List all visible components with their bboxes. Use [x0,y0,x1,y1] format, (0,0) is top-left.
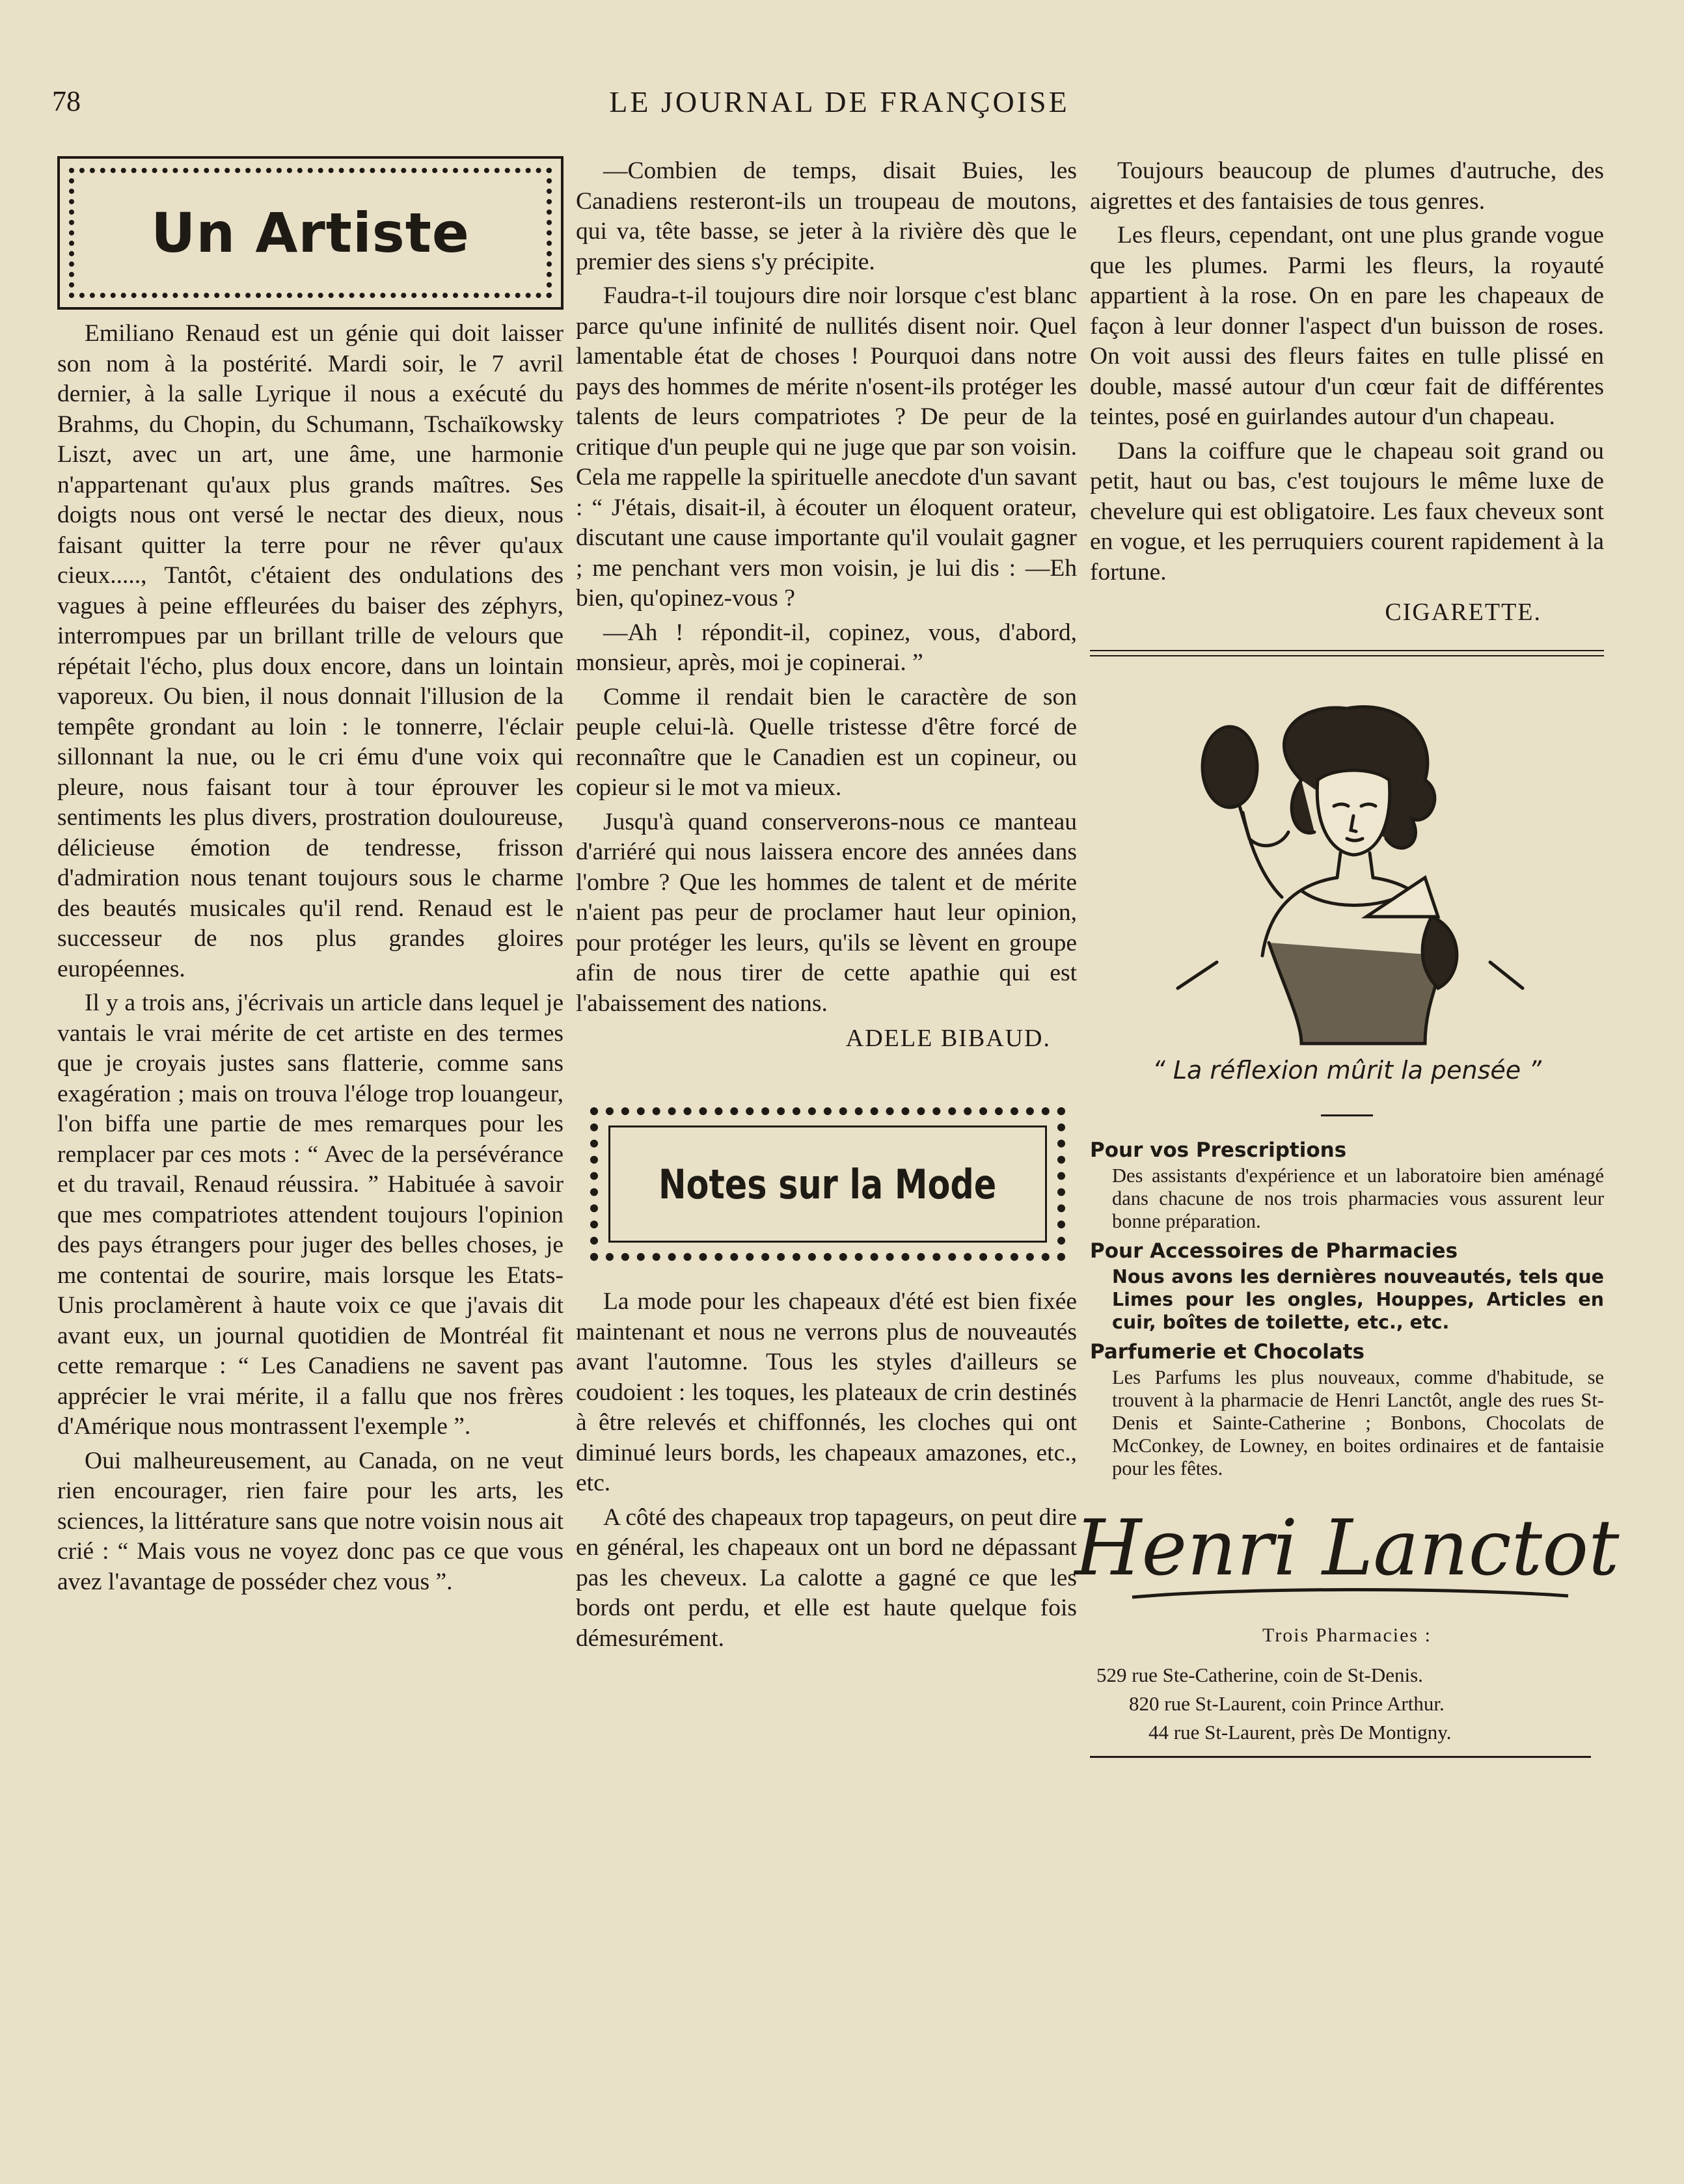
article-title-box [57,156,564,310]
author-signature: CIGARETTE. [1385,599,1541,626]
mode-title-box [590,1107,1065,1261]
article-paragraph: A côté des chapeaux trop tapageurs, on peut dire en général, les chapeaux ont un bord ne dépassant pas les cheveux. La calotte a gagné ce que les bords ont perdu, et elle est haute quelque fois démesurément. [576,1503,1077,1652]
column-1 [57,156,564,1601]
logo-script: Henri Lanctot [1074,1503,1620,1593]
article-paragraph: —Combien de temps, disait Buies, les Canadiens resteront-ils un troupeau de moutons, qui va, tête basse, se jeter à la rivière dès que le premier des siens s'y précipite. [576,157,1077,275]
page-number: 78 [52,85,81,117]
article-paragraph: Comme il rendait bien le caractère de son peuple celui-là. Quelle tristesse d'être forcé de reconnaître que le Canadien est un copineur, ou copieur si le mot va mieux. [576,683,1077,801]
column-2 [576,156,1077,1658]
ad-text: Les Parfums les plus nouveaux, comme d'habitude, se trouvent à la pharmacie de Henri Lanctôt, angle des rues St-Denis et Sainte-Catherine ; Bonbons, Chocolats de McConkey, de Lowney, en boites ordinaires et de fantaisie pour les fêtes. [1112,1366,1604,1479]
mode-continued [1090,156,1604,587]
mode-article-title: Notes sur la Mode [659,1160,997,1208]
author-signature: ADELE BIBAUD. [845,1025,1051,1052]
address-list [1090,1661,1604,1747]
pharmacy-advertisement [1074,1139,1620,1758]
article-paragraph: Faudra-t-il toujours dire noir lorsque c'est blanc parce qu'une infinité de nullités disent noir. Quel lamentable état de choses ! Pourquoi dans notre pays des hommes de mérite n'osent-ils protéger les talents de leurs compatriotes ? De peur de la critique d'un peuple qui ne juge que par son voisin. Cela me rappelle la spirituelle anecdote d'un savant : “ J'étais, disait-il, à écouter un éloquent orateur, discutant une cause importante qu'il voulait gagner ; me penchant vers mon voisin, je lui dis : —Eh bien, qu'opinez-vous ? [576,282,1077,612]
article-paragraph: Oui malheureusement, au Canada, on ne veut rien encourager, rien faire pour les arts, les sciences, la littérature sans que notre voisin nous ait crié : “ Mais vous ne voyez donc pas ce que vous avez l'avantage de posséder chez vous ”. [57,1447,564,1595]
article-paragraph: Jusqu'à quand conserverons-nous ce manteau d'arriéré qui nous laissera encore des années dans l'ombre ? Que les hommes de talent et de mérite n'aient pas peur de proclamer haut leur opinion, pour protéger les leurs, qu'ils se lèvent en groupe afin de nous tirer de cette apathie qui est l'abaissement des nations. [576,808,1077,1017]
ad-text: Nous avons les dernières nouveautés, tels que Limes pour les ongles, Houppes, Articles en cuir, boîtes de toilette, etc., etc. [1112,1266,1604,1333]
henri-lanctot-logo [1074,1500,1620,1610]
address-line: 820 rue St-Laurent, coin Prince Arthur. [1129,1692,1445,1715]
address-line: 529 rue Ste-Catherine, coin de St-Denis. [1096,1664,1423,1686]
journal-title: LE JOURNAL DE FRANÇOISE [609,85,1070,118]
ad-text: Des assistants d'expérience et un laboratoire bien aménagé dans chacune de nos trois pharmacies vous assurent leur bonne préparation. [1112,1165,1604,1232]
article-paragraph: Il y a trois ans, j'écrivais un article dans lequel je vantais le vrai mérite de cet artiste en des termes que je croyais justes sans flatterie, comme sans exagération ; mais on trouva l'éloge trop louangeur, l'on biffa une partie de mes remarques pour les remplacer par ces mots : “ Avec de la persévérance et du travail, Renaud réussira. ” Habituée à savoir que mes compatriotes attendent toujours l'opinion des pays étrangers pour juger des belles choses, je me contentai de sourire, mais lorsque les Etats-Unis proclamèrent à haute voix ce que j'avais dit avant eux, un journal quotidien de Montréal fit cette remarque : “ Les Canadiens ne savent pas apprécier le vrai mérite, il a fallu que nos frères d'Amérique nous montrassent l'exemple ”. [57,990,564,1440]
article-paragraph: Emiliano Renaud est un génie qui doit laisser son nom à la postérité. Mardi soir, le 7 avril dernier, à la salle Lyrique il nous a exécuté du Brahms, du Chopin, du Schumann, Tschaïkowsky Liszt, avec un art, une âme, une harmonie n'appartenant qu'aux plus grands maîtres. Ses doigts nous ont versé le nectar des dieux, nous faisant quitter la terre pour ne rêver qu'aux cieux....., Tantôt, c'étaient des ondulations des vagues à peine effleurées du baiser des zéphyrs, interrompues par un brillant trille de velours que répétait l'écho, plus doux encore, dans un lointain vaporeux. Ou bien, il nous donnait l'illusion de la tempête grondant au loin : le tonnerre, l'éclair sillonnant la nue, ou le cri ému d'une voix qui pleure, nous faisant tour à tour éprouver les sentiments les plus divers, prostration douloureuse, délicieuse émotion de tendresse, frisson d'admiration nous tenant toujours sous le charme des beautés musicales qu'il rend. Renaud est le successeur de nos plus grandes gloires européennes. [57,320,564,982]
article-paragraph: La mode pour les chapeaux d'été est bien fixée maintenant et nous ne verrons plus de nouveautés avant l'automne. Tous les styles d'ailleurs se coudoient : les toques, les plateaux de crin destinés à être relevés et chiffonnés, les cloches qui ont diminué leurs bords, les chapeaux amazones, etc., etc. [576,1288,1077,1496]
address-line: 44 rue St-Laurent, près De Montigny. [1148,1721,1452,1744]
ad-heading: Parfumerie et Chocolats [1090,1340,1365,1364]
ad-heading: Pour Accessoires de Pharmacies [1090,1239,1458,1263]
pharmacies-title: Trois Pharmacies : [1262,1625,1432,1646]
section-divider [1090,650,1604,656]
article-paragraph: Toujours beaucoup de plumes d'autruche, des aigrettes et des fantaisies de tous genres. [1090,157,1604,215]
article-title: Un Artiste [151,201,470,265]
illustration-caption: “ La réflexion mûrit la pensée ” [1152,1056,1541,1085]
ad-bottom-rule [1090,1756,1591,1758]
mode-title-frame [608,1126,1047,1243]
woman-with-mirror-illustration [1152,682,1542,1047]
column-3 [1074,156,1620,1758]
article-paragraph: Les fleurs, cependant, ont une plus grande vogue que les plumes. Parmi les fleurs, la royauté appartient à la rose. On en pare les chapeaux de façon à leur donner l'aspect d'un buisson de roses. On voit aussi des fleurs faites en tulle plissé en double, massé autour d'un cœur fait de différentes teintes, posé en guirlandes autour d'un chapeau. [1090,222,1604,430]
caption-rule [1321,1114,1373,1116]
article-paragraph: —Ah ! répondit-il, copinez, vous, d'abord, monsieur, après, moi je copinerai. ” [576,619,1077,676]
ad-heading: Pour vos Prescriptions [1090,1139,1347,1162]
page-header [52,85,1627,130]
article-paragraph: Dans la coiffure que le chapeau soit grand ou petit, haut ou bas, c'est toujours le même luxe de chevelure qui est obligatoire. Les faux cheveux sont en vogue, et les perruquiers courent rapidement à la fortune. [1090,437,1604,586]
